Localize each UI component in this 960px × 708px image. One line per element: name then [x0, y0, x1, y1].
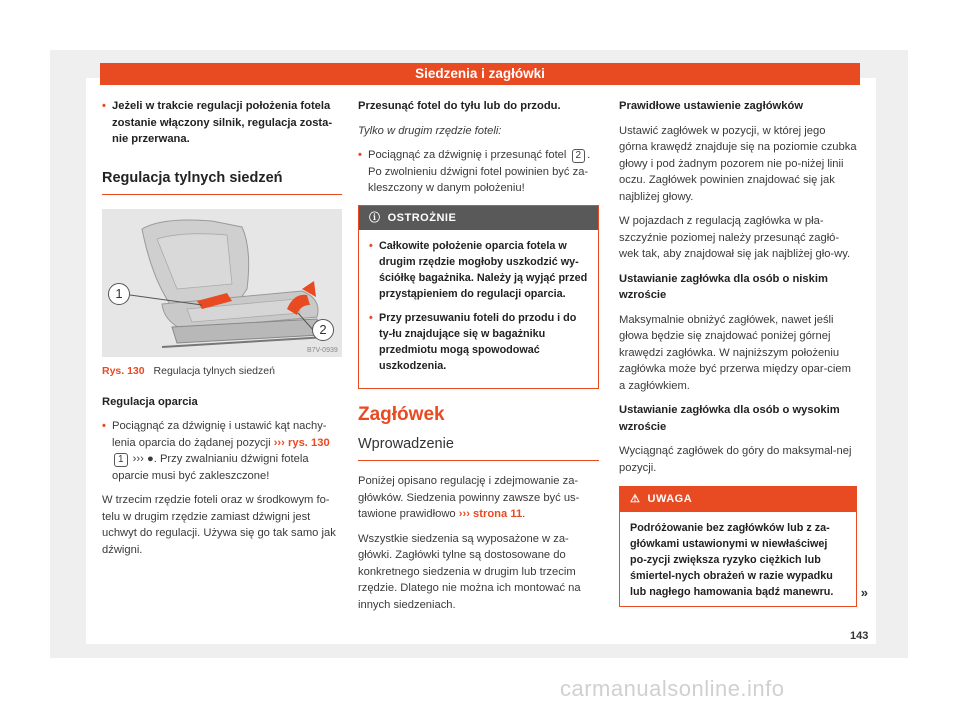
bullet-text: Pociągnąć za dźwignię i ustawić kąt nachy-lenia oparcia do żądanej pozycji — [112, 420, 327, 449]
intro-bullet: • Jeżeli w trakcie regulacji położenia fotela zostanie włączony silnik, regulacja zosta-nie przerwana. — [102, 98, 342, 148]
second-row-note: Tylko w drugim rzędzie foteli: — [358, 124, 502, 137]
figure-code: B7V-0939 — [307, 347, 338, 354]
callout-2: 2 — [312, 319, 334, 341]
correct-adjust-heading: Prawidłowe ustawienie zagłówków — [619, 100, 804, 112]
intro-end: . — [522, 508, 526, 520]
caption-text: Regulacja tylnych siedzeń — [153, 365, 275, 377]
horizontal-adjust-text: W pojazdach z regulacją zagłówka w pła-szczyźnie poziomej należy przesunąć zagłó-wek tak, aby znajdował się jak najbliżej gło-wy. — [619, 215, 851, 260]
caution-header — [359, 206, 598, 231]
short-person-heading: Ustawianie zagłówka dla osób o niskim wzroście — [619, 272, 828, 301]
info-icon: ⓘ — [369, 211, 381, 224]
short-person-text: Maksymalnie obniżyć zagłówek, nawet jeśli głowa będzie się znajdować poniżej górnej krawędzi zagłówka. W najniższym położeniu zagłówka może być przerwa między opar-ciem a zagłówkiem. — [619, 313, 851, 392]
page-link[interactable]: ››› strona 11 — [458, 508, 523, 520]
callout-ref-2: 2 — [572, 149, 586, 163]
caution-body — [359, 230, 598, 388]
continue-marker: » — [860, 585, 868, 600]
correct-adjust-text: Ustawić zagłówek w pozycji, w której jego górna krawędź znajduje się na poziomie czubka głowy i pod żadnym pozorem nie po-niżej linii oczu. Zagłówek powinien znajdować się jak najbliżej głowy. — [619, 124, 857, 203]
caption-ref: Rys. 130 — [102, 365, 145, 377]
warning-box — [619, 486, 868, 607]
slide-heading: Przesunąć fotel do tyłu lub do przodu. — [358, 100, 561, 112]
watermark: carmanualsonline.info — [560, 676, 785, 701]
tall-person-heading: Ustawianie zagłówka dla osób o wysokim wzroście — [619, 404, 840, 433]
caution-box — [358, 205, 599, 390]
backrest-bullet — [102, 418, 342, 484]
page-number: 143 — [850, 630, 869, 642]
column-1 — [102, 98, 342, 566]
headrest-paragraph: Wszystkie siedzenia są wyposażone w za-główki. Zagłówki tylne są dostosowane do konkretnego siedzenia w drugim lub trzecim rzędzie. Dlatego nie można ich montować na innych siedzeniach. — [358, 532, 581, 611]
warning-ref-icon: ● — [146, 453, 154, 465]
tall-person-text: Wyciągnąć zagłówek do góry do maksymal-nej pozycji. — [619, 445, 852, 474]
caution-label: OSTROŻNIE — [387, 211, 457, 224]
column-3 — [619, 98, 868, 607]
warning-header — [620, 487, 856, 512]
third-row-paragraph: W trzecim rzędzie foteli oraz w środkowym fo-telu w drugim rzędzie zamiast dźwigni jest uchwyt do regulacji. Używa się go tak samo jak dźwigni. — [102, 494, 336, 556]
warning-triangle-icon: ⚠ — [630, 493, 641, 505]
column-2 — [358, 98, 599, 621]
section-title: Regulacja tylnych siedzeń — [102, 170, 342, 196]
intro-text: Poniżej opisano regulację i zdejmowanie za-główków. Siedzenia powinny zawsze być us-tawione prawidłowo — [358, 475, 580, 520]
arrow-ref[interactable]: ››› — [132, 453, 144, 465]
caution-item: • Przy przesuwaniu foteli do przodu i do ty-łu znajdujące się w bagażniku przedmiotu mogą spowodować uszkodzenia. — [369, 310, 588, 374]
callout-ref-1: 1 — [114, 453, 128, 467]
headrest-title: Zagłówek — [358, 404, 445, 425]
chapter-header: Siedzenia i zagłówki — [100, 63, 860, 85]
callout-1: 1 — [108, 283, 130, 305]
figure-caption — [102, 363, 342, 380]
slide-bullet-text-2: . Po zwolnieniu dźwigni fotel powinien być za-kleszczony w danym położeniu! — [368, 149, 591, 194]
seat-figure — [102, 209, 342, 357]
seat-illustration — [102, 209, 342, 357]
intro-paragraph — [358, 473, 599, 523]
bullet-text-2: . Przy zwalnianiu dźwigni fotela oparcie musi być zakleszczone! — [112, 453, 309, 482]
warning-label: UWAGA — [647, 493, 693, 505]
slide-bullet-text: Pociągnąć za dźwignię i przesunąć fotel — [368, 149, 567, 161]
figure-link[interactable]: ››› rys. 130 — [273, 436, 330, 449]
slide-bullet — [358, 147, 599, 197]
subheading-backrest: Regulacja oparcia — [102, 395, 198, 408]
caution-item: • Całkowite położenie oparcia fotela w drugim rzędzie mogłoby uszkodzić wy-ściółkę bagażnika. Należy ją wyjąć przed przystąpieniem do regulacji oparcia. — [369, 238, 588, 302]
intro-subtitle: Wprowadzenie — [358, 436, 599, 462]
warning-body: Podróżowanie bez zagłówków lub z za-główkami ustawionymi w niewłaściwej po-zycji zwiększa ryzyko ciężkich lub śmiertel-nych obrażeń w razie wypadku lub nagłego hamowania bądź manewru. — [630, 521, 834, 598]
